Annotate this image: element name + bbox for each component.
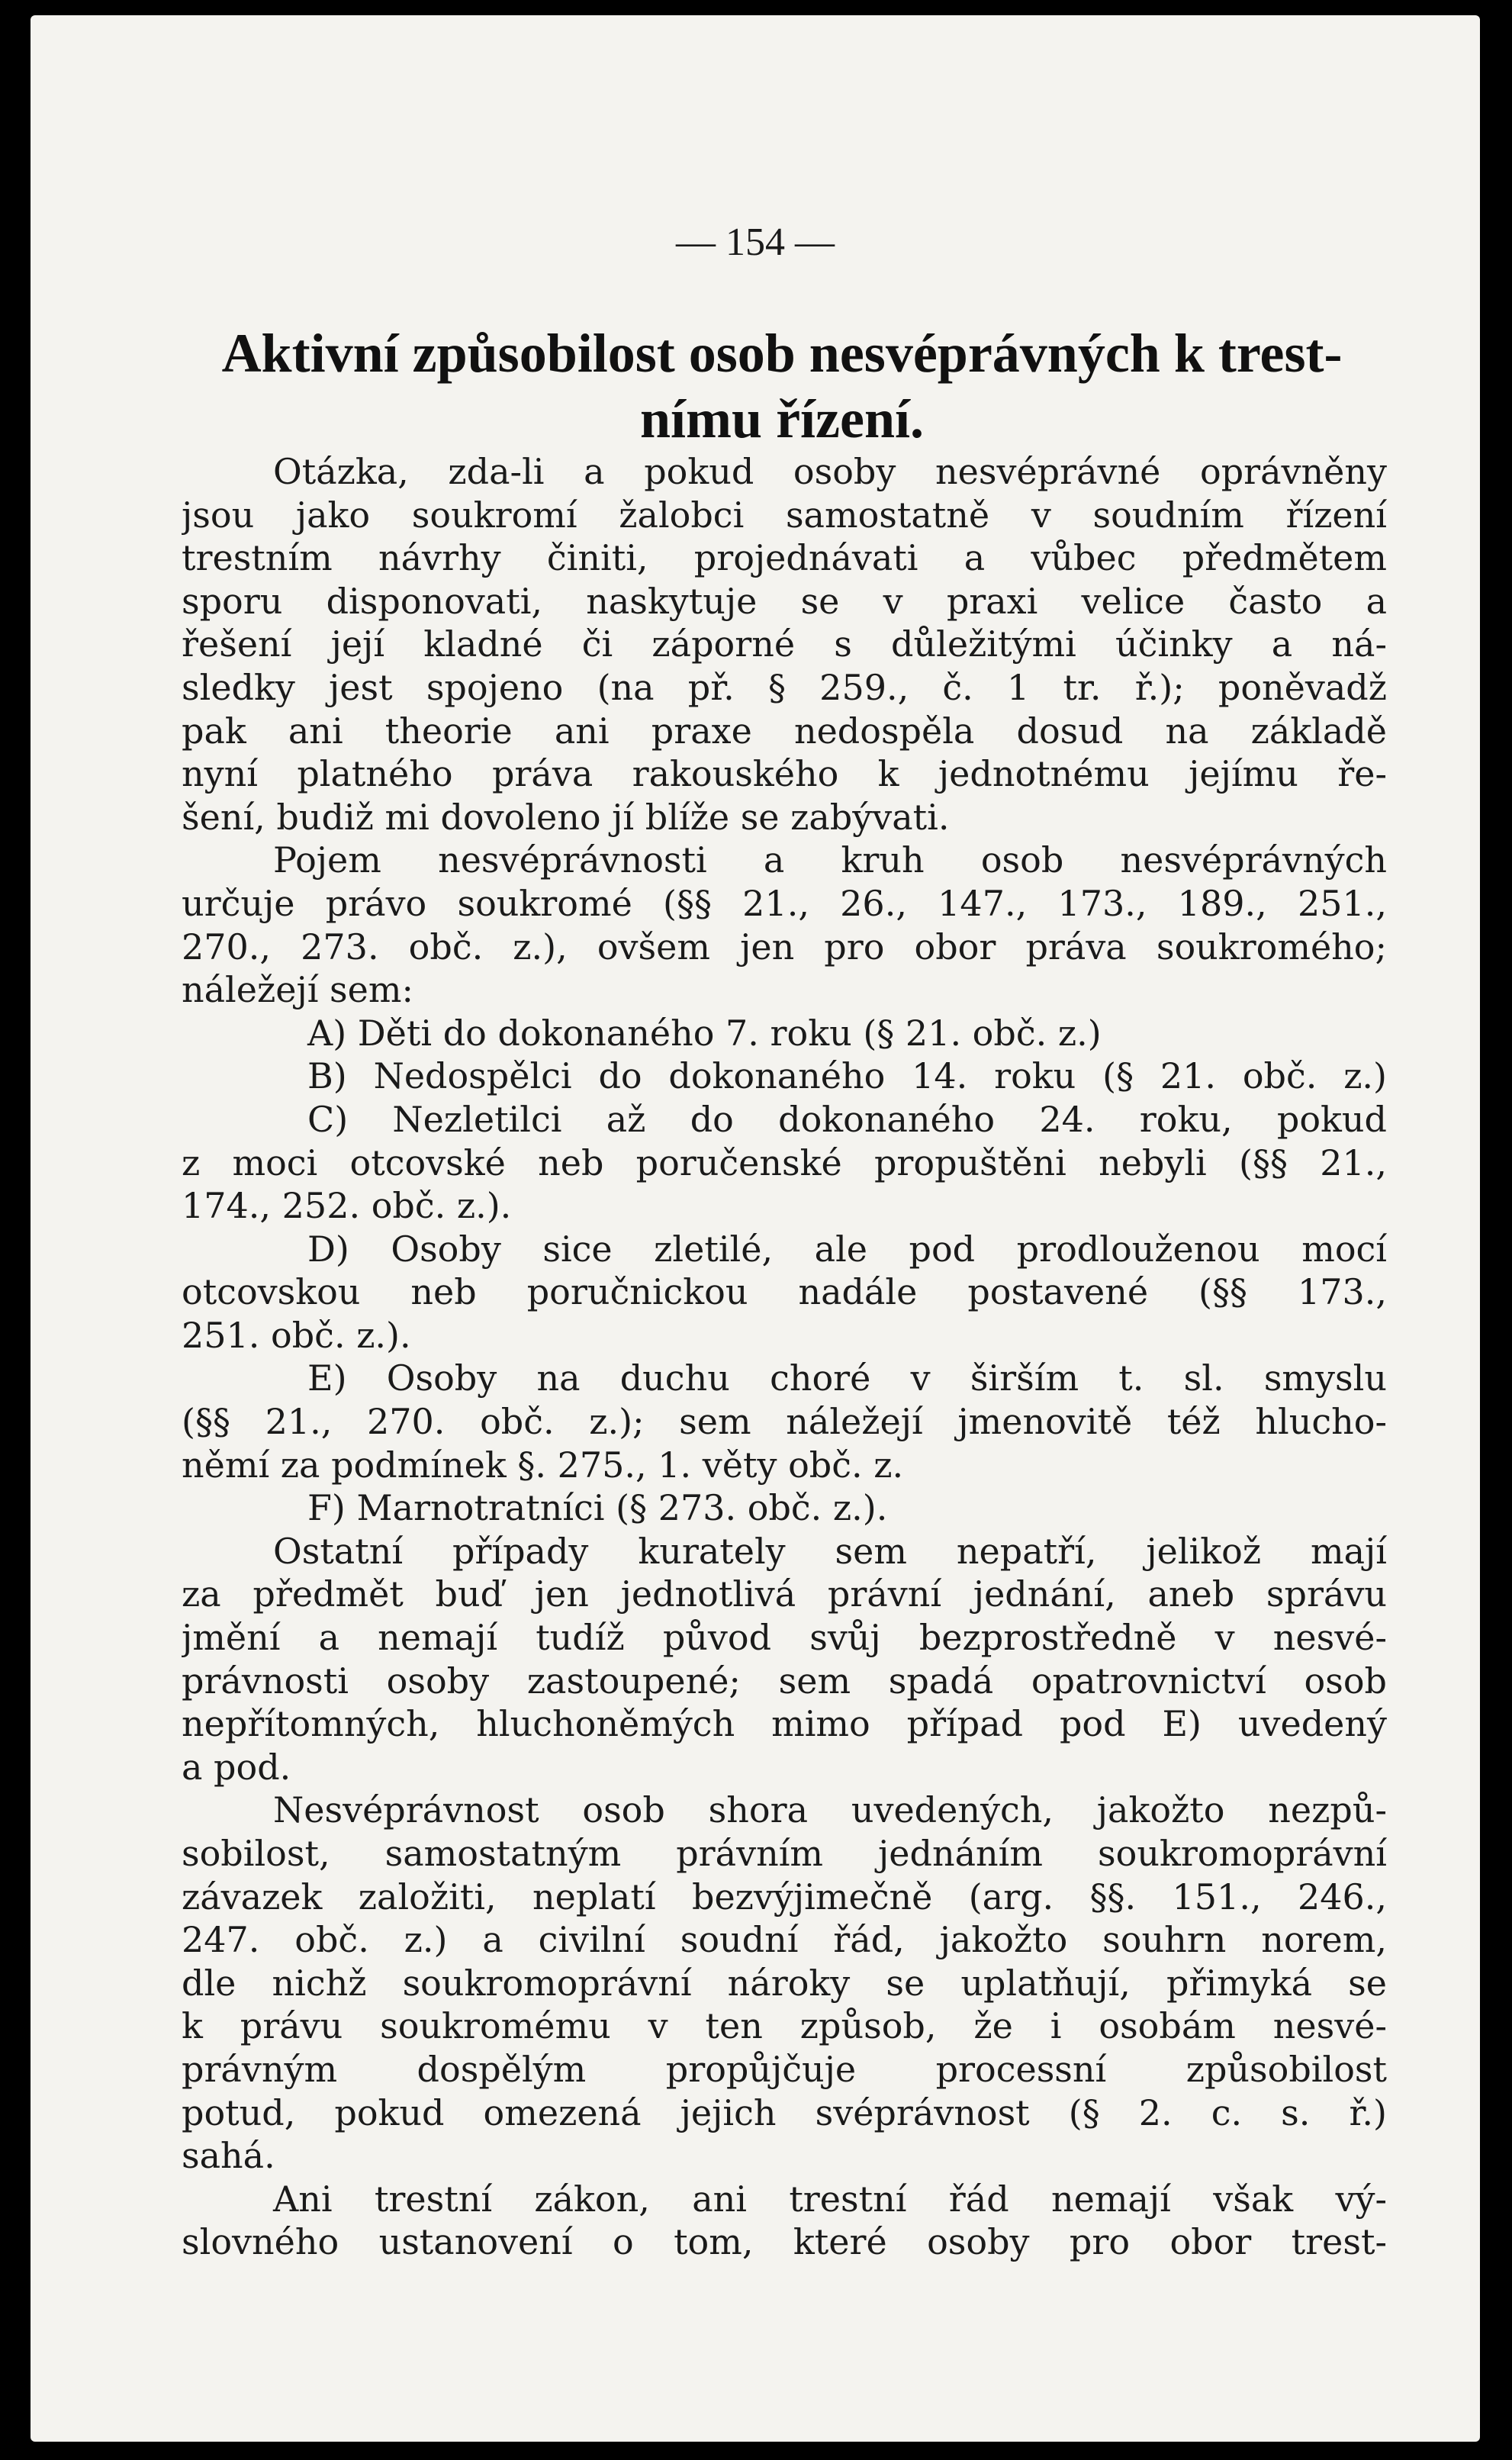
text-line: za předmět buď jen jednotlivá právní jednání, aneb správu (182, 1573, 1387, 1615)
text-line: Nesvéprávnost osob shora uvedených, jakožto nezpů- (273, 1789, 1387, 1831)
text-line: D) Osoby sice zletilé, ale pod prodlouženou mocí (307, 1228, 1387, 1270)
text-line: závazek založiti, neplatí bezvýjimečně (arg. §§. 151., 246., (182, 1876, 1387, 1917)
text-line: trestním návrhy činiti, projednávati a vůbec předmětem (182, 537, 1387, 579)
heading-line-2: nímu řízení. (640, 388, 924, 449)
text-line: C) Nezletilci až do dokonaného 24. roku, pokud (307, 1098, 1387, 1140)
page-number: — 154 — (676, 221, 835, 264)
text-line: sahá. (182, 2135, 275, 2177)
text-line: E) Osoby na duchu choré v širším t. sl. smyslu (307, 1357, 1387, 1399)
text-line: 251. obč. z.). (182, 1314, 411, 1356)
text-line: A) Děti do dokonaného 7. roku (§ 21. obč. z.) (307, 1012, 1102, 1054)
text-line: právnosti osoby zastoupené; sem spadá opatrovnictví osob (182, 1660, 1387, 1702)
text-line: právným dospělým propůjčuje processní způsobilost (182, 2048, 1387, 2090)
text-line: potud, pokud omezená jejich svéprávnost (§ 2. c. s. ř.) (182, 2091, 1387, 2133)
text-line: 174., 252. obč. z.). (182, 1185, 512, 1227)
text-line: pak ani theorie ani praxe nedospěla dosud na základě (182, 710, 1387, 752)
text-line: (§§ 21., 270. obč. z.); sem náležejí jmenovitě též hlucho- (182, 1401, 1387, 1443)
text-line: 247. obč. z.) a civilní soudní řád, jakožto souhrn norem, (182, 1919, 1387, 1961)
body-text (182, 450, 1387, 2264)
text-line: Otázka, zda-li a pokud osoby nesvéprávné oprávněny (273, 451, 1387, 492)
text-line: Ani trestní zákon, ani trestní řád nemají však vý- (273, 2178, 1387, 2220)
text-line: Pojem nesvéprávnosti a kruh osob nesvéprávných (273, 839, 1387, 881)
text-line: 270., 273. obč. z.), ovšem jen pro obor práva soukromého; (182, 926, 1387, 968)
text-line: šení, budiž mi dovoleno jí blíže se zabývati. (182, 796, 950, 838)
text-line: F) Marnotratníci (§ 273. obč. z.). (307, 1487, 888, 1529)
text-line: Ostatní případy kurately sem nepatří, jelikož mají (273, 1530, 1387, 1572)
text-line: náležejí sem: (182, 969, 413, 1011)
text-line: sobilost, samostatným právním jednáním soukromoprávní (182, 1833, 1387, 1874)
text-line: B) Nedospělci do dokonaného 14. roku (§ 21. obč. z.) (307, 1055, 1387, 1097)
text-line: sporu disponovati, naskytuje se v praxi velice často a (182, 580, 1387, 622)
text-line: nyní platného práva rakouského k jednotnému jejímu ře- (182, 753, 1387, 795)
text-line: jmění a nemají tudíž původ svůj bezprostředně v nesvé- (182, 1617, 1387, 1659)
text-line: dle nichž soukromoprávní nároky se uplatňují, přimyká se (182, 1962, 1387, 2004)
text-line: němí za podmínek §. 275., 1. věty obč. z. (182, 1444, 904, 1486)
text-line: slovného ustanovení o tom, které osoby pro obor trest- (182, 2221, 1387, 2263)
text-line: jsou jako soukromí žalobci samostatně v soudním řízení (182, 494, 1387, 536)
book-page (31, 15, 1480, 2442)
text-line: určuje právo soukromé (§§ 21., 26., 147., 173., 189., 251., (182, 882, 1387, 924)
text-line: sledky jest spojeno (na př. § 259., č. 1 tr. ř.); poněvadž (182, 666, 1387, 708)
text-line: řešení její kladné či záporné s důležitými účinky a ná- (182, 623, 1387, 665)
text-line: k právu soukromému v ten způsob, že i osobám nesvé- (182, 2005, 1387, 2047)
heading-line-1: Aktivní způsobilost osob nesvéprávných k trest- (221, 323, 1343, 384)
text-line: otcovskou neb poručnickou nadále postavené (§§ 173., (182, 1271, 1387, 1313)
text-line: a pod. (182, 1746, 291, 1788)
text-line: nepřítomných, hluchoněmých mimo případ pod E) uvedený (182, 1703, 1387, 1745)
text-line: z moci otcovské neb poručenské propuštěni nebyli (§§ 21., (182, 1141, 1387, 1183)
section-heading (183, 320, 1381, 452)
